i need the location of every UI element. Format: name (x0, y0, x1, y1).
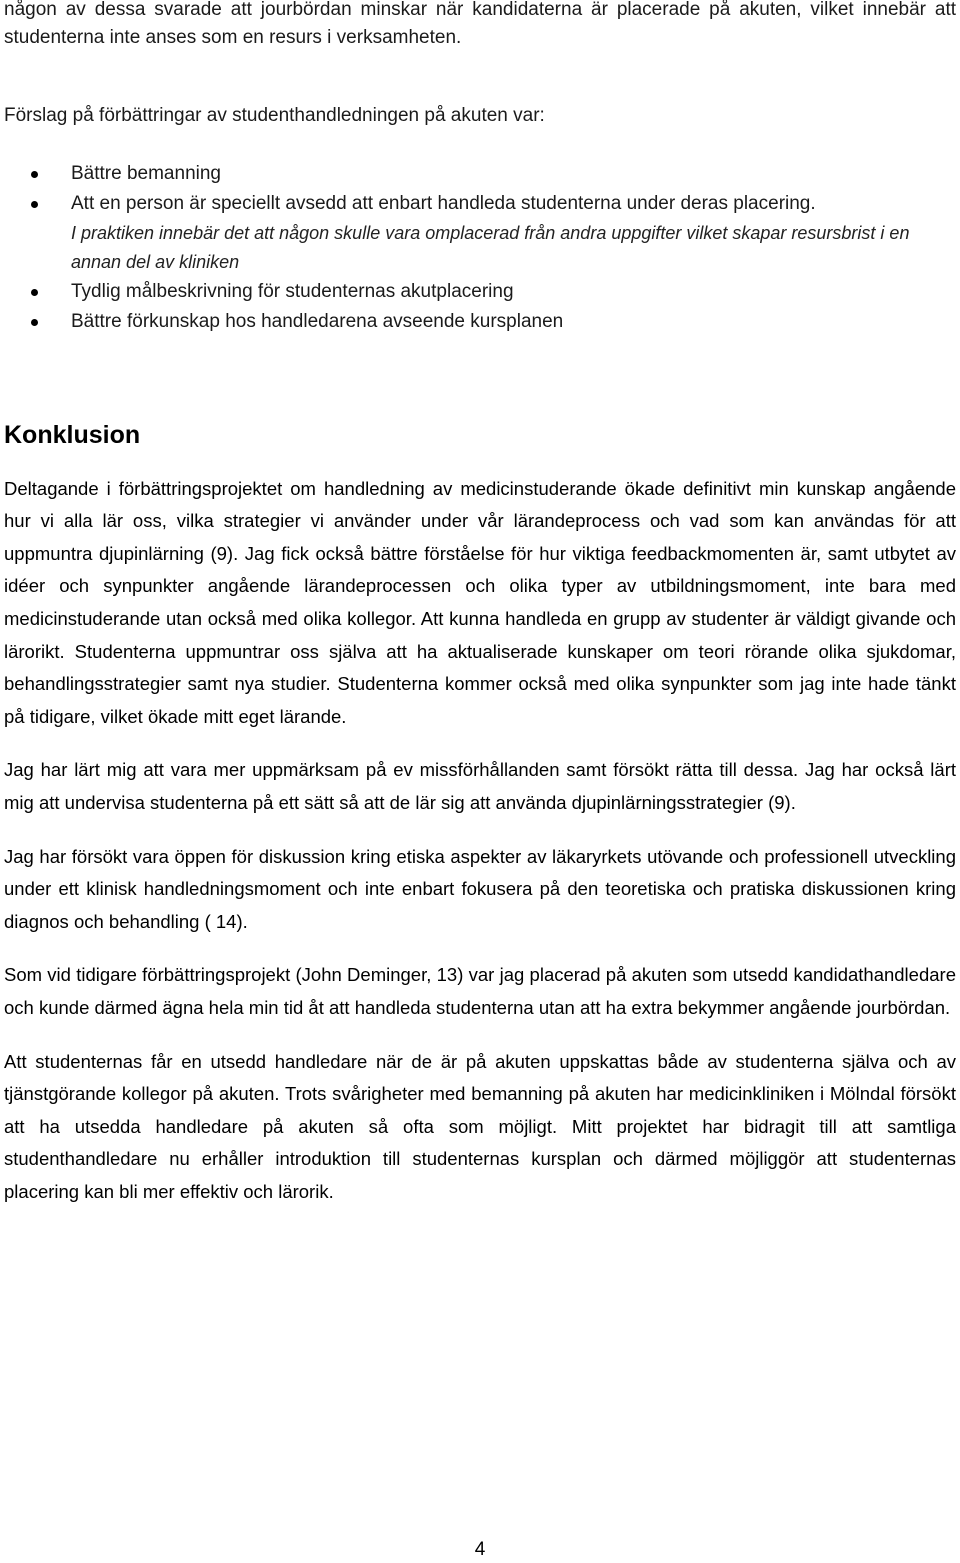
bullet-icon (31, 171, 38, 178)
list-item-note: I praktiken innebär det att någon skulle vara omplacerad från andra uppgifter vilket skapar resursbrist i en annan del av kliniken (71, 222, 910, 272)
list-item (4, 159, 956, 189)
conclusion-paragraph: Som vid tidigare förbättringsprojekt (John Deminger, 13) var jag placerad på akuten som utsedd kandidathandledare och kunde därmed ägna hela min tid åt att handleda studenterna utan att ha extra bekymmer angående jourbördan. (4, 964, 956, 1018)
list-item (4, 189, 956, 277)
conclusion-paragraph: Jag har lärt mig att vara mer uppmärksam på ev missförhållanden samt försökt rätta till dessa. Jag har också lärt mig att undervisa studenterna på ett sätt så att de lär sig att använda djupinlärningsstrategier (9). (4, 759, 956, 813)
bullet-icon (31, 289, 38, 296)
list-item-text: Att en person är speciellt avsedd att enbart handleda studenterna under deras placering. (71, 192, 816, 214)
document-page (4, 0, 956, 1208)
list-item-text: Bättre förkunskap hos handledarena avseende kursplanen (71, 310, 564, 332)
list-item (4, 307, 956, 337)
list-item-text: Bättre bemanning (71, 162, 221, 184)
proposals-list (4, 159, 956, 337)
bullet-icon (31, 319, 38, 326)
list-item (4, 277, 956, 307)
lead-paragraph: någon av dessa svarade att jourbördan minskar när kandidaterna är placerade på akuten, vilket innebär att studenterna inte anses som en resurs i verksamheten. (4, 0, 956, 48)
conclusion-paragraph: Deltagande i förbättringsprojektet om handledning av medicinstuderande ökade definitivt min kunskap angående hur vi alla lär oss, vilka strategier vi använder under vår lärandeprocess och vad som kan användas för att uppmuntra djupinlärning (9). Jag fick också bättre förståelse för hur viktiga feedbackmomenten är, samt utbytet av idéer och synpunkter angående lärandeprocessen och olika typer av utbildningsmoment, inte bara med medicinstuderande utan också med olika kollegor. Att kunna handleda en grupp av studenter är väldigt givande och lärorikt. Studenterna uppmuntrar oss själva att ha aktualiserade kunskaper om teori rörande olika sjukdomar, behandlingsstrategier samt nya studier. Studenterna kommer också med olika synpunkter som jag inte hade tänkt på tidigare, vilket ökade mitt eget lärande. (4, 477, 956, 727)
list-item-text: Tydlig målbeskrivning för studenternas akutplacering (71, 280, 514, 302)
bullet-icon (31, 201, 38, 208)
conclusion-paragraph: Att studenternas får en utsedd handledare när de är på akuten uppskattas både av studenterna själva och av tjänstgörande kollegor på akuten. Trots svårigheter med bemanning på akuten har medicinkliniken i Mölndal försökt att ha utsedda handledare på akuten så ofta som möjligt. Mitt projektet har bidragit till att samtliga studenthandledare nu erhåller introduktion till studenternas kursplan och därmed möjliggör att studenternas placering kan bli mer effektiv och lärorik. (4, 1050, 956, 1202)
conclusion-paragraph: Jag har försökt vara öppen för diskussion kring etiska aspekter av läkaryrkets utövande och professionell utveckling under ett klinisk handledningsmoment och inte enbart fokusera på den teoretiska och pratiska diskussionen kring diagnos och behandling ( 14). (4, 845, 956, 932)
proposals-intro: Förslag på förbättringar av studenthandledningen på akuten var: (4, 105, 545, 126)
section-heading: Konklusion (4, 420, 141, 449)
page-number: 4 (474, 1539, 486, 1560)
